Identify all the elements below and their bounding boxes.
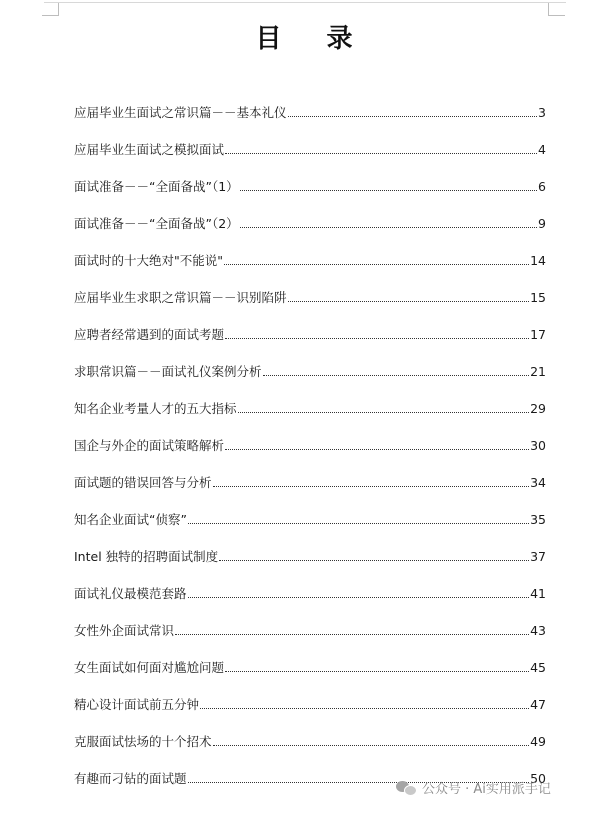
toc-entry-title: 女性外企面试常识: [74, 623, 175, 638]
toc-page-number: 17: [530, 327, 546, 342]
toc-dot-leader: [225, 671, 529, 672]
toc-entry[interactable]: [74, 384, 546, 421]
page-top-edge: [44, 2, 566, 3]
toc-page-number: 30: [530, 438, 546, 453]
toc-dot-leader: [224, 264, 529, 265]
toc-dot-leader: [225, 338, 529, 339]
toc-entry[interactable]: [74, 88, 546, 125]
toc-dot-leader: [238, 412, 530, 413]
toc-page-number: 14: [530, 253, 546, 268]
toc-entry[interactable]: [74, 162, 546, 199]
toc-page-number: 29: [530, 401, 546, 416]
toc-dot-leader: [240, 227, 537, 228]
toc-dot-leader: [240, 190, 537, 191]
toc-page-number: 15: [530, 290, 546, 305]
toc-page-number: 50: [530, 771, 546, 786]
toc-entry-title: 知名企业考量人才的五大指标: [74, 401, 237, 416]
toc-entry[interactable]: [74, 236, 546, 273]
toc-entry[interactable]: [74, 421, 546, 458]
toc-entry-title: 面试准备－－“全面备战”（2）: [74, 216, 239, 231]
toc-page-number: 35: [530, 512, 546, 527]
toc-entry-title: 女生面试如何面对尴尬问题: [74, 660, 225, 675]
toc-entry[interactable]: [74, 569, 546, 606]
toc-entry-title: 面试题的错误回答与分析: [74, 475, 212, 490]
toc-entry[interactable]: [74, 680, 546, 717]
toc-entry[interactable]: [74, 125, 546, 162]
toc-entry[interactable]: [74, 532, 546, 569]
toc-entry-title: 知名企业面试“侦察”: [74, 512, 187, 527]
toc-page-number: 49: [530, 734, 546, 749]
wechat-icon: [396, 780, 416, 796]
toc-entry[interactable]: [74, 347, 546, 384]
toc-page-number: 43: [530, 623, 546, 638]
toc-entry-title: 精心设计面试前五分钟: [74, 697, 200, 712]
toc-dot-leader: [175, 634, 529, 635]
toc-dot-leader: [188, 597, 530, 598]
toc-entry[interactable]: [74, 310, 546, 347]
toc-entry[interactable]: [74, 199, 546, 236]
crop-mark-top-right: [548, 3, 565, 16]
toc-entry-title: 应届毕业生求职之常识篇－－识别陷阱: [74, 290, 287, 305]
toc-entry[interactable]: [74, 495, 546, 532]
toc-entry-title: 面试准备－－“全面备战”（1）: [74, 179, 239, 194]
toc-entry[interactable]: [74, 458, 546, 495]
toc-entry-title: Intel 独特的招聘面试制度: [74, 549, 219, 564]
toc-dot-leader: [219, 560, 529, 561]
toc-page-number: 9: [538, 216, 546, 231]
toc-page-number: 3: [538, 105, 546, 120]
toc-page-number: 37: [530, 549, 546, 564]
table-of-contents: [74, 88, 546, 791]
toc-entry[interactable]: [74, 273, 546, 310]
toc-dot-leader: [225, 449, 529, 450]
toc-dot-leader: [188, 523, 529, 524]
toc-dot-leader: [213, 745, 530, 746]
toc-page-number: 41: [530, 586, 546, 601]
toc-dot-leader: [263, 375, 530, 376]
toc-entry[interactable]: [74, 717, 546, 754]
toc-page-number: 47: [530, 697, 546, 712]
toc-entry[interactable]: [74, 643, 546, 680]
toc-entry-title: 面试时的十大绝对"不能说": [74, 253, 223, 268]
toc-dot-leader: [225, 153, 537, 154]
toc-page-number: 21: [530, 364, 546, 379]
toc-entry-title: 有趣而刁钻的面试题: [74, 771, 187, 786]
toc-entry-title: 国企与外企的面试策略解析: [74, 438, 225, 453]
toc-entry-title: 克服面试怯场的十个招术: [74, 734, 212, 749]
toc-entry-title: 应届毕业生面试之常识篇－－基本礼仪: [74, 105, 287, 120]
toc-page-number: 4: [538, 142, 546, 157]
watermark-text: 公众号 · Ai实用派手记: [422, 782, 551, 797]
toc-dot-leader: [200, 708, 529, 709]
toc-entry[interactable]: [74, 606, 546, 643]
toc-page-number: 6: [538, 179, 546, 194]
toc-dot-leader: [213, 486, 530, 487]
toc-dot-leader: [288, 301, 530, 302]
toc-entry-title: 应聘者经常遇到的面试考题: [74, 327, 225, 342]
toc-entry-title: 求职常识篇－－面试礼仪案例分析: [74, 364, 262, 379]
crop-mark-top-left: [42, 3, 59, 16]
wechat-watermark: [396, 778, 551, 797]
toc-page-number: 45: [530, 660, 546, 675]
toc-entry-title: 面试礼仪最模范套路: [74, 586, 187, 601]
toc-entry-title: 应届毕业生面试之模拟面试: [74, 142, 225, 157]
page-title: 目 录: [255, 24, 371, 54]
toc-page-number: 34: [530, 475, 546, 490]
toc-dot-leader: [288, 116, 538, 117]
